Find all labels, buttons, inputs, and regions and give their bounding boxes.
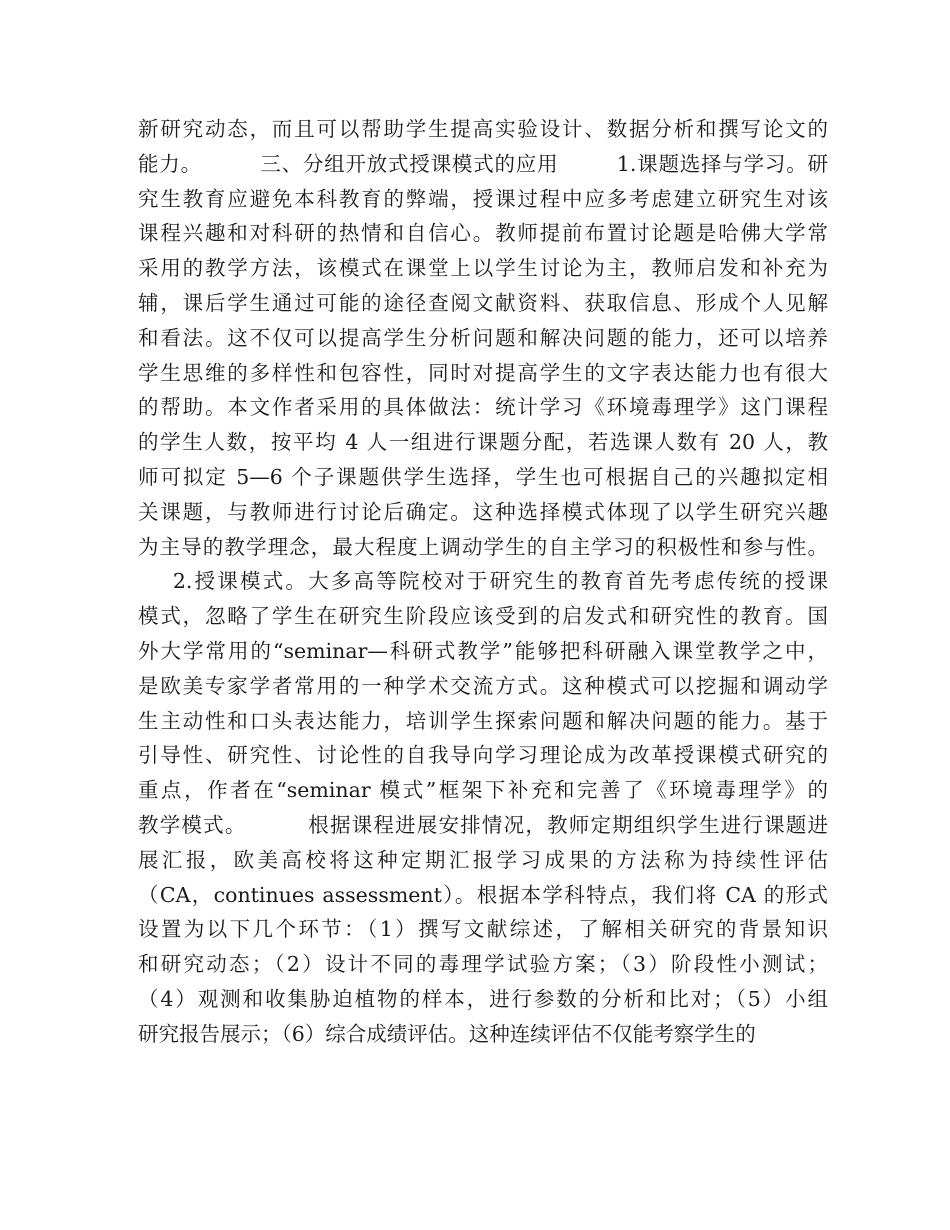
text-line: 采用的教学方法，该模式在课堂上以学生讨论为主，教师启发和补充为 [138, 256, 828, 281]
text-line: 辅，课后学生通过可能的途径查阅文献资料、获取信息、形成个人见解 [138, 290, 828, 315]
text-line: 的学生人数，按平均 4 人一组进行课题分配，若选课人数有 20 人，教 [138, 430, 828, 455]
text-line: 课程兴趣和对科研的热情和自信心。教师提前布置讨论题是哈佛大学常 [138, 221, 828, 246]
text-line: 引导性、研究性、讨论性的自我导向学习理论成为改革授课模式研究的 [138, 743, 828, 768]
text-line: 为主导的教学理念，最大程度上调动学生的自主学习的积极性和参与性。 [138, 534, 828, 559]
text-line: 新研究动态，而且可以帮助学生提高实验设计、数据分析和撰写论文的 [138, 117, 828, 141]
text-line: 研究报告展示；（6）综合成绩评估。这种连续评估不仅能考察学生的 [138, 1021, 756, 1046]
text-line: 师可拟定 5—6 个子课题供学生选择，学生也可根据自己的兴趣拟定相 [138, 464, 828, 489]
text-line: 关课题，与教师进行讨论后确定。这种选择模式体现了以学生研究兴趣 [138, 499, 828, 524]
text-line: 2.授课模式。大多高等院校对于研究生的教育首先考虑传统的授课 [138, 569, 828, 594]
body-text [138, 112, 828, 1052]
text-line: 外大学常用的“seminar—科研式教学”能够把科研融入课堂教学之中， [138, 638, 828, 663]
text-line: 教学模式。 根据课程进展安排情况，教师定期组织学生进行课题进 [138, 812, 828, 837]
text-line: 模式，忽略了学生在研究生阶段应该受到的启发式和研究性的教育。国 [138, 604, 828, 629]
text-line: 是欧美专家学者常用的一种学术交流方式。这种模式可以挖掘和调动学 [138, 673, 828, 698]
text-line: 学生思维的多样性和包容性，同时对提高学生的文字表达能力也有很大 [138, 360, 828, 385]
text-line: 重点，作者在“seminar 模式”框架下补充和完善了《环境毒理学》的 [138, 778, 828, 803]
text-line: 的帮助。本文作者采用的具体做法：统计学习《环境毒理学》这门课程 [138, 395, 828, 420]
text-line: 和研究动态；（2）设计不同的毒理学试验方案；（3）阶段性小测试； [138, 952, 828, 977]
text-line: 能力。 三、分组开放式授课模式的应用 1.课题选择与学习。研 [138, 151, 828, 176]
text-line: （4）观测和收集胁迫植物的样本，进行参数的分析和比对；（5）小组 [138, 986, 828, 1011]
text-line: 究生教育应避免本科教育的弊端，授课过程中应多考虑建立研究生对该 [138, 186, 828, 211]
text-line: 展汇报，欧美高校将这种定期汇报学习成果的方法称为持续性评估 [138, 847, 828, 872]
text-line: （CA，continues assessment）。根据本学科特点，我们将 CA 的形式 [138, 882, 828, 907]
text-line: 设置为以下几个环节：（1）撰写文献综述，了解相关研究的背景知识 [138, 917, 828, 942]
text-line: 生主动性和口头表达能力，培训学生探索问题和解决问题的能力。基于 [138, 708, 828, 733]
text-line: 和看法。这不仅可以提高学生分析问题和解决问题的能力，还可以培养 [138, 325, 828, 350]
